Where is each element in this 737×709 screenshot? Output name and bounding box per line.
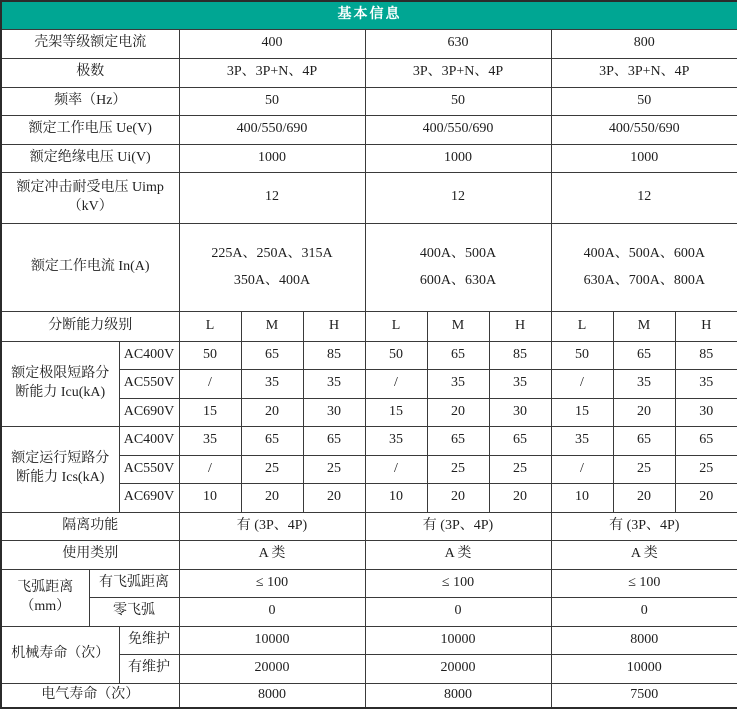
ics-value: 20 <box>675 483 737 512</box>
ics-label-line2: 断能力 Ics(kA) <box>16 470 105 485</box>
in-current-value-line: 400A、500A <box>419 245 497 261</box>
in-current-value-line: 630A、700A、800A <box>583 273 705 288</box>
arc-value: 0 <box>365 597 551 626</box>
uimp-value: 12 <box>365 172 551 223</box>
ics-value: 65 <box>675 426 737 455</box>
uimp-label-line2: （kV） <box>67 198 113 214</box>
icu-value: 15 <box>365 398 427 426</box>
isolation-value: 有 (3P、4P) <box>551 512 737 540</box>
poles-label: 极数 <box>1 58 179 87</box>
ics-value: 10 <box>551 483 613 512</box>
frequency-value: 50 <box>365 87 551 115</box>
icu-value: 50 <box>179 341 241 369</box>
usage-category-value: A 类 <box>551 540 737 569</box>
table-row <box>1 597 737 626</box>
table-title: 基本信息 <box>1 1 737 29</box>
mech-sub-label: 有维护 <box>119 654 179 683</box>
ics-value: 35 <box>365 426 427 455</box>
table-row <box>1 426 737 455</box>
frequency-value: 50 <box>179 87 365 115</box>
arc-distance-label-line2: （mm） <box>20 598 71 614</box>
ics-value: 65 <box>489 426 551 455</box>
table-row <box>1 341 737 369</box>
frequency-value: 50 <box>551 87 737 115</box>
icu-label-line2: 断能力 Icu(kA) <box>15 384 106 400</box>
ics-value: / <box>365 455 427 483</box>
title-row <box>1 1 737 29</box>
mech-life-value: 8000 <box>551 626 737 654</box>
uimp-value: 12 <box>551 172 737 223</box>
ics-value: / <box>551 455 613 483</box>
usage-category-value: A 类 <box>179 540 365 569</box>
ue-value: 400/550/690 <box>179 115 365 144</box>
ics-value: 20 <box>303 483 365 512</box>
ics-label-line1: 额定运行短路分 <box>11 451 110 467</box>
arc-distance-label <box>1 569 89 626</box>
ics-voltage-label: AC400V <box>119 426 179 455</box>
ics-value: 20 <box>489 483 551 512</box>
icu-value: 20 <box>427 398 489 426</box>
table-row <box>1 87 737 115</box>
icu-voltage-label: AC550V <box>119 369 179 398</box>
ics-value: 20 <box>613 483 675 512</box>
frame-current-value: 400 <box>179 29 365 58</box>
breaking-class-label: 分断能力级别 <box>1 311 179 341</box>
ics-value: / <box>179 455 241 483</box>
table-row <box>1 29 737 58</box>
table-row <box>1 58 737 87</box>
icu-value: 50 <box>551 341 613 369</box>
frequency-label: 频率（Hz） <box>1 87 179 115</box>
isolation-value: 有 (3P、4P) <box>365 512 551 540</box>
icu-value: 35 <box>303 369 365 398</box>
frame-current-value: 630 <box>365 29 551 58</box>
icu-value: 20 <box>613 398 675 426</box>
icu-label-line1: 额定极限短路分 <box>11 365 110 381</box>
icu-label <box>1 341 119 426</box>
table-row <box>1 115 737 144</box>
isolation-label: 隔离功能 <box>1 512 179 540</box>
ics-value: 65 <box>303 426 365 455</box>
ics-value: 20 <box>427 483 489 512</box>
ics-value: 25 <box>489 455 551 483</box>
in-current-value <box>179 223 365 311</box>
table-row <box>1 311 737 341</box>
ics-value: 65 <box>613 426 675 455</box>
icu-value: 50 <box>365 341 427 369</box>
poles-value: 3P、3P+N、4P <box>551 58 737 87</box>
arc-sub-label: 零飞弧 <box>89 597 179 626</box>
frame-current-label: 壳架等级额定电流 <box>1 29 179 58</box>
icu-value: 65 <box>427 341 489 369</box>
ics-value: 10 <box>179 483 241 512</box>
mech-life-value: 10000 <box>551 654 737 683</box>
mech-life-value: 10000 <box>365 626 551 654</box>
table-row <box>1 512 737 540</box>
icu-value: / <box>365 369 427 398</box>
icu-value: 30 <box>489 398 551 426</box>
ics-value: 25 <box>241 455 303 483</box>
table-row <box>1 569 737 597</box>
elec-life-value: 8000 <box>179 683 365 708</box>
icu-value: 15 <box>179 398 241 426</box>
ics-value: 35 <box>551 426 613 455</box>
icu-value: 20 <box>241 398 303 426</box>
breaking-class-value: H <box>489 311 551 341</box>
arc-sub-label: 有飞弧距离 <box>89 569 179 597</box>
ue-value: 400/550/690 <box>365 115 551 144</box>
poles-value: 3P、3P+N、4P <box>179 58 365 87</box>
ics-value: 25 <box>427 455 489 483</box>
ue-label: 额定工作电压 Ue(V) <box>1 115 179 144</box>
icu-value: 85 <box>303 341 365 369</box>
arc-value: ≤ 100 <box>365 569 551 597</box>
breaking-class-value: H <box>303 311 365 341</box>
breaking-class-value: M <box>613 311 675 341</box>
icu-value: 85 <box>489 341 551 369</box>
icu-value: 35 <box>241 369 303 398</box>
icu-value: 35 <box>675 369 737 398</box>
frame-current-value: 800 <box>551 29 737 58</box>
arc-value: ≤ 100 <box>551 569 737 597</box>
icu-value: 85 <box>675 341 737 369</box>
ui-label: 额定绝缘电压 Ui(V) <box>1 144 179 172</box>
table-row <box>1 223 737 311</box>
icu-value: 65 <box>241 341 303 369</box>
mech-life-label: 机械寿命（次） <box>1 626 119 683</box>
ics-value: 25 <box>613 455 675 483</box>
mech-sub-label: 免维护 <box>119 626 179 654</box>
table-row <box>1 144 737 172</box>
icu-voltage-label: AC690V <box>119 398 179 426</box>
breaking-class-value: L <box>179 311 241 341</box>
in-current-value-line: 600A、630A <box>419 273 497 288</box>
ics-value: 10 <box>365 483 427 512</box>
table-row <box>1 683 737 708</box>
in-current-value <box>551 223 737 311</box>
elec-life-value: 7500 <box>551 683 737 708</box>
ics-label <box>1 426 119 512</box>
icu-value: 30 <box>303 398 365 426</box>
icu-value: 30 <box>675 398 737 426</box>
ics-value: 25 <box>675 455 737 483</box>
ics-voltage-label: AC550V <box>119 455 179 483</box>
in-current-value-line: 225A、250A、315A <box>211 245 333 261</box>
arc-distance-label-line1: 飞弧距离 <box>17 579 74 595</box>
in-current-label: 额定工作电流 In(A) <box>1 223 179 311</box>
in-current-value-line: 350A、400A <box>233 273 311 288</box>
mech-life-value: 20000 <box>365 654 551 683</box>
poles-value: 3P、3P+N、4P <box>365 58 551 87</box>
uimp-value: 12 <box>179 172 365 223</box>
breaking-class-value: H <box>675 311 737 341</box>
uimp-label <box>1 172 179 223</box>
breaking-class-value: M <box>241 311 303 341</box>
ui-value: 1000 <box>551 144 737 172</box>
isolation-value: 有 (3P、4P) <box>179 512 365 540</box>
usage-category-label: 使用类别 <box>1 540 179 569</box>
ui-value: 1000 <box>179 144 365 172</box>
icu-value: 35 <box>613 369 675 398</box>
ics-value: 35 <box>179 426 241 455</box>
in-current-value <box>365 223 551 311</box>
ics-value: 25 <box>303 455 365 483</box>
icu-value: / <box>179 369 241 398</box>
table-row <box>1 626 737 654</box>
arc-value: 0 <box>551 597 737 626</box>
icu-value: 65 <box>613 341 675 369</box>
breaking-class-value: L <box>365 311 427 341</box>
elec-life-value: 8000 <box>365 683 551 708</box>
icu-voltage-label: AC400V <box>119 341 179 369</box>
breaking-class-value: L <box>551 311 613 341</box>
arc-value: 0 <box>179 597 365 626</box>
breaking-class-value: M <box>427 311 489 341</box>
ics-voltage-label: AC690V <box>119 483 179 512</box>
icu-value: 15 <box>551 398 613 426</box>
ics-value: 65 <box>241 426 303 455</box>
icu-value: 35 <box>489 369 551 398</box>
table-row <box>1 540 737 569</box>
ics-value: 20 <box>241 483 303 512</box>
arc-value: ≤ 100 <box>179 569 365 597</box>
usage-category-value: A 类 <box>365 540 551 569</box>
ui-value: 1000 <box>365 144 551 172</box>
mech-life-value: 10000 <box>179 626 365 654</box>
icu-value: 35 <box>427 369 489 398</box>
ics-value: 65 <box>427 426 489 455</box>
ue-value: 400/550/690 <box>551 115 737 144</box>
table-row <box>1 172 737 223</box>
elec-life-label: 电气寿命（次） <box>1 683 179 708</box>
uimp-label-line1: 额定冲击耐受电压 Uimp <box>16 179 164 195</box>
in-current-value-line: 400A、500A、600A <box>583 245 705 261</box>
mech-life-value: 20000 <box>179 654 365 683</box>
icu-value: / <box>551 369 613 398</box>
